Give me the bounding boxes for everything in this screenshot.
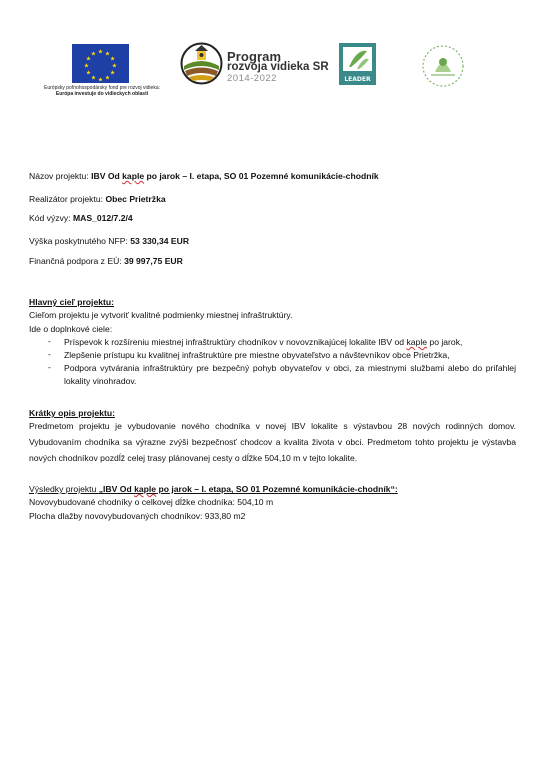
svg-text:★: ★ <box>97 48 104 56</box>
call-code-line <box>29 213 133 224</box>
bullet-dash: - <box>48 362 51 372</box>
goal-secondary-intro: Ide o doplnkové ciele: <box>29 324 113 334</box>
results-heading: Výsledky projektu „IBV Od kaple po jarok – I. etapa, SO 01 Pozemné komunikácie-chodník“: <box>29 484 398 494</box>
svg-text:★: ★ <box>109 69 116 77</box>
goal-bullet-3: Podpora vytvárania infraštruktúry pre bezpečný pohyb obyvateľov v obci, za miestnymi službami alebo do priľahlej lokality vinohradov. <box>64 363 516 386</box>
leader-text: LEADER <box>344 76 371 83</box>
project-name-value: IBV Od kaple po jarok – I. etapa, SO 01 Pozemné komunikácie-chodník <box>91 171 379 181</box>
eu-flag-logo <box>72 44 129 83</box>
call-code-label: Kód výzvy: <box>29 213 73 223</box>
goal-heading: Hlavný cieľ projektu: <box>29 297 114 307</box>
prv-title-program: Program <box>227 49 282 64</box>
svg-text:★: ★ <box>90 74 97 82</box>
svg-text:★: ★ <box>90 50 97 58</box>
nfp-value: 53 330,34 EUR <box>130 236 190 246</box>
nfp-label: Výška poskytnutého NFP: <box>29 236 131 246</box>
summary-heading: Krátky opis projektu: <box>29 408 115 418</box>
svg-text:★: ★ <box>111 62 118 70</box>
svg-text:★: ★ <box>85 55 92 63</box>
goal-bullet-1: Príspevok k rozšíreniu miestnej infraštruktúry chodníkov v novovznikajúcej lokalite IBV od kaple po jarok, <box>64 337 463 347</box>
svg-text:★: ★ <box>104 50 111 58</box>
results-area: Plocha dlažby novovybudovaných chodníkov: 933,80 m2 <box>29 511 246 521</box>
call-code-value: MAS_012/7.2/4 <box>72 213 133 223</box>
realizer-value: Obec Prietržka <box>105 194 166 204</box>
realizer-line <box>29 194 166 205</box>
eu-fund-caption: Európsky poľnohospodársky fond pre rozvoj vidieka: <box>44 85 160 91</box>
svg-text:★: ★ <box>85 69 92 77</box>
svg-text:★: ★ <box>109 55 116 63</box>
prv-title-rural: rozvoja vidieka SR <box>227 61 329 73</box>
prv-emblem-logo <box>180 42 223 85</box>
eu-support-label: Finančná podpora z EÚ: <box>29 256 125 266</box>
bullet-dash: - <box>48 336 51 346</box>
project-name-line <box>29 171 379 182</box>
goal-bullet-2: Zlepšenie prístupu ku kvalitnej infraštruktúre pre miestne obyvateľstvo a návštevníkov obce Prietržka, <box>64 350 450 360</box>
goal-main-text: Cieľom projektu je vytvoriť kvalitné podmienky miestnej infraštruktúry. <box>29 310 293 320</box>
realizer-label: Realizátor projektu: <box>29 194 106 204</box>
svg-text:★: ★ <box>83 62 90 70</box>
eu-fund-slogan: Európa investuje do vidieckych oblastí <box>55 91 149 97</box>
eu-support-line <box>29 256 183 267</box>
svg-text:★: ★ <box>104 74 111 82</box>
leader-logo <box>339 43 376 85</box>
summary-text: Predmetom projektu je vybudovanie nového chodníka v novej IBV lokalite s výstavbou 28 nových rodinných domov. Vybudovaním chodníka sa výrazne zvýši bezpečnosť chodcov a kvalita života v obci. Predmetom tohto projektu je výstavba nových chodníkov pozdĺž celej trasy plánovanej cesty o dĺžke 504,10 m v tejto lokalite. <box>29 421 516 463</box>
mas-logo <box>421 44 465 88</box>
nfp-line <box>29 236 189 247</box>
eu-support-value: 39 997,75 EUR <box>124 256 183 266</box>
prv-years: 2014-2022 <box>227 73 277 84</box>
bullet-dash: - <box>48 349 51 359</box>
eu-stars-icon <box>72 44 129 83</box>
svg-text:★: ★ <box>97 76 104 83</box>
results-length: Novovybudované chodníky o celkovej dĺžke chodníka: 504,10 m <box>29 497 274 507</box>
project-name-label: Názov projektu: <box>29 171 92 181</box>
